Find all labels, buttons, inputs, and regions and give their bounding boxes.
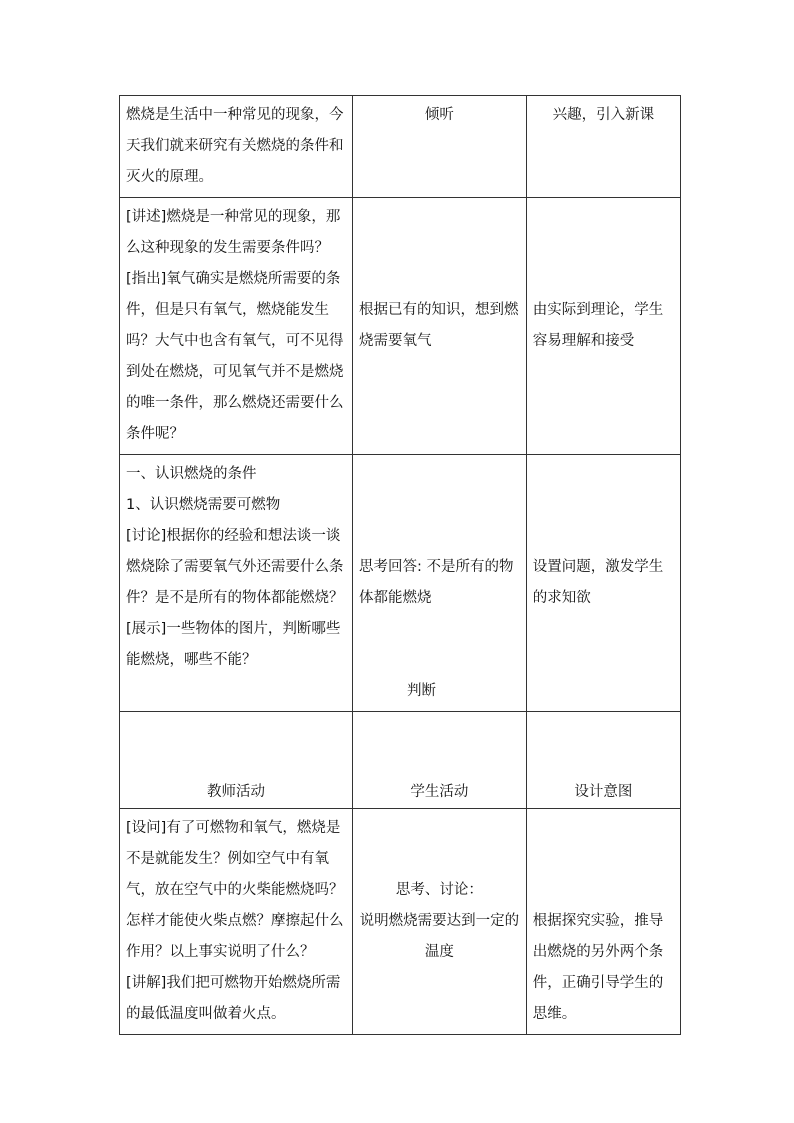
student-text: 倾听 (424, 107, 454, 123)
header-label: 教师活动 (207, 784, 265, 800)
teacher-text: [设问]有了可燃物和氧气，燃烧是不是就能发生？例如空气中有氧气，放在空气中的火柴能燃烧吗？怎样才能使火柴点燃？摩擦起什么作用？以上事实说明了什么？ (126, 820, 344, 960)
header-label: 设计意图 (574, 784, 633, 800)
student-text: 思考、讨论： (395, 882, 483, 898)
header-teacher-activity (120, 712, 353, 809)
student-activity-cell (353, 809, 527, 1035)
table-header-row (120, 712, 681, 809)
header-label: 学生活动 (410, 784, 469, 800)
header-student-activity (353, 712, 527, 809)
intent-text: 由实际到理论，学生容易理解和接受 (532, 302, 664, 349)
student-activity-cell (353, 455, 527, 712)
student-activity-cell (353, 198, 527, 455)
teacher-text: 一、认识燃烧的条件 (126, 466, 257, 482)
teacher-text: 燃烧是生活中一种常见的现象，今天我们就来研究有关燃烧的条件和灭火的原理。 (126, 107, 344, 185)
student-text: 判断 (407, 683, 437, 699)
header-design-intent (526, 712, 680, 809)
table-row (120, 809, 681, 1035)
teacher-activity-cell (120, 96, 353, 198)
design-intent-cell (526, 809, 680, 1035)
teacher-activity-cell (120, 198, 353, 455)
intent-text: 设置问题，激发学生的求知欲 (532, 559, 664, 606)
intent-text: 兴趣，引入新课 (552, 107, 655, 123)
teacher-text: [讨论]根据你的经验和想法谈一谈燃烧除了需要氧气外还需要什么条件？是不是所有的物体都能燃烧？ (126, 528, 344, 606)
teacher-activity-cell (120, 455, 353, 712)
student-text: 说明燃烧需要达到一定的温度 (359, 913, 520, 960)
design-intent-cell (526, 455, 680, 712)
table-row (120, 96, 681, 198)
teacher-text: [展示]一些物体的图片，判断哪些能燃烧，哪些不能？ (126, 621, 341, 668)
student-activity-cell (353, 96, 527, 198)
student-text: 思考回答: 不是所有的物体都能燃烧 (359, 559, 514, 606)
teacher-text: 1、认识燃烧需要可燃物 (126, 497, 281, 513)
teacher-activity-cell (120, 809, 353, 1035)
design-intent-cell (526, 96, 680, 198)
intent-text: 根据探究实验，推导出燃烧的另外两个条件，正确引导学生的思维。 (532, 913, 664, 1022)
student-text: 根据已有的知识，想到燃烧需要氧气 (359, 302, 519, 349)
teacher-text: [讲述]燃烧是一种常见的现象，那么这种现象的发生需要条件吗？ (126, 209, 341, 256)
teacher-text: [讲解]我们把可燃物开始燃烧所需的最低温度叫做着火点。 (126, 975, 341, 1022)
table-row (120, 455, 681, 712)
lesson-plan-table (119, 95, 681, 1035)
design-intent-cell (526, 198, 680, 455)
teacher-text: [指出]氧气确实是燃烧所需要的条件，但是只有氧气，燃烧能发生吗？大气中也含有氧气，可不见得到处在燃烧，可见氧气并不是燃烧的唯一条件，那么燃烧还需要什么条件呢？ (126, 271, 344, 442)
table-row (120, 198, 681, 455)
